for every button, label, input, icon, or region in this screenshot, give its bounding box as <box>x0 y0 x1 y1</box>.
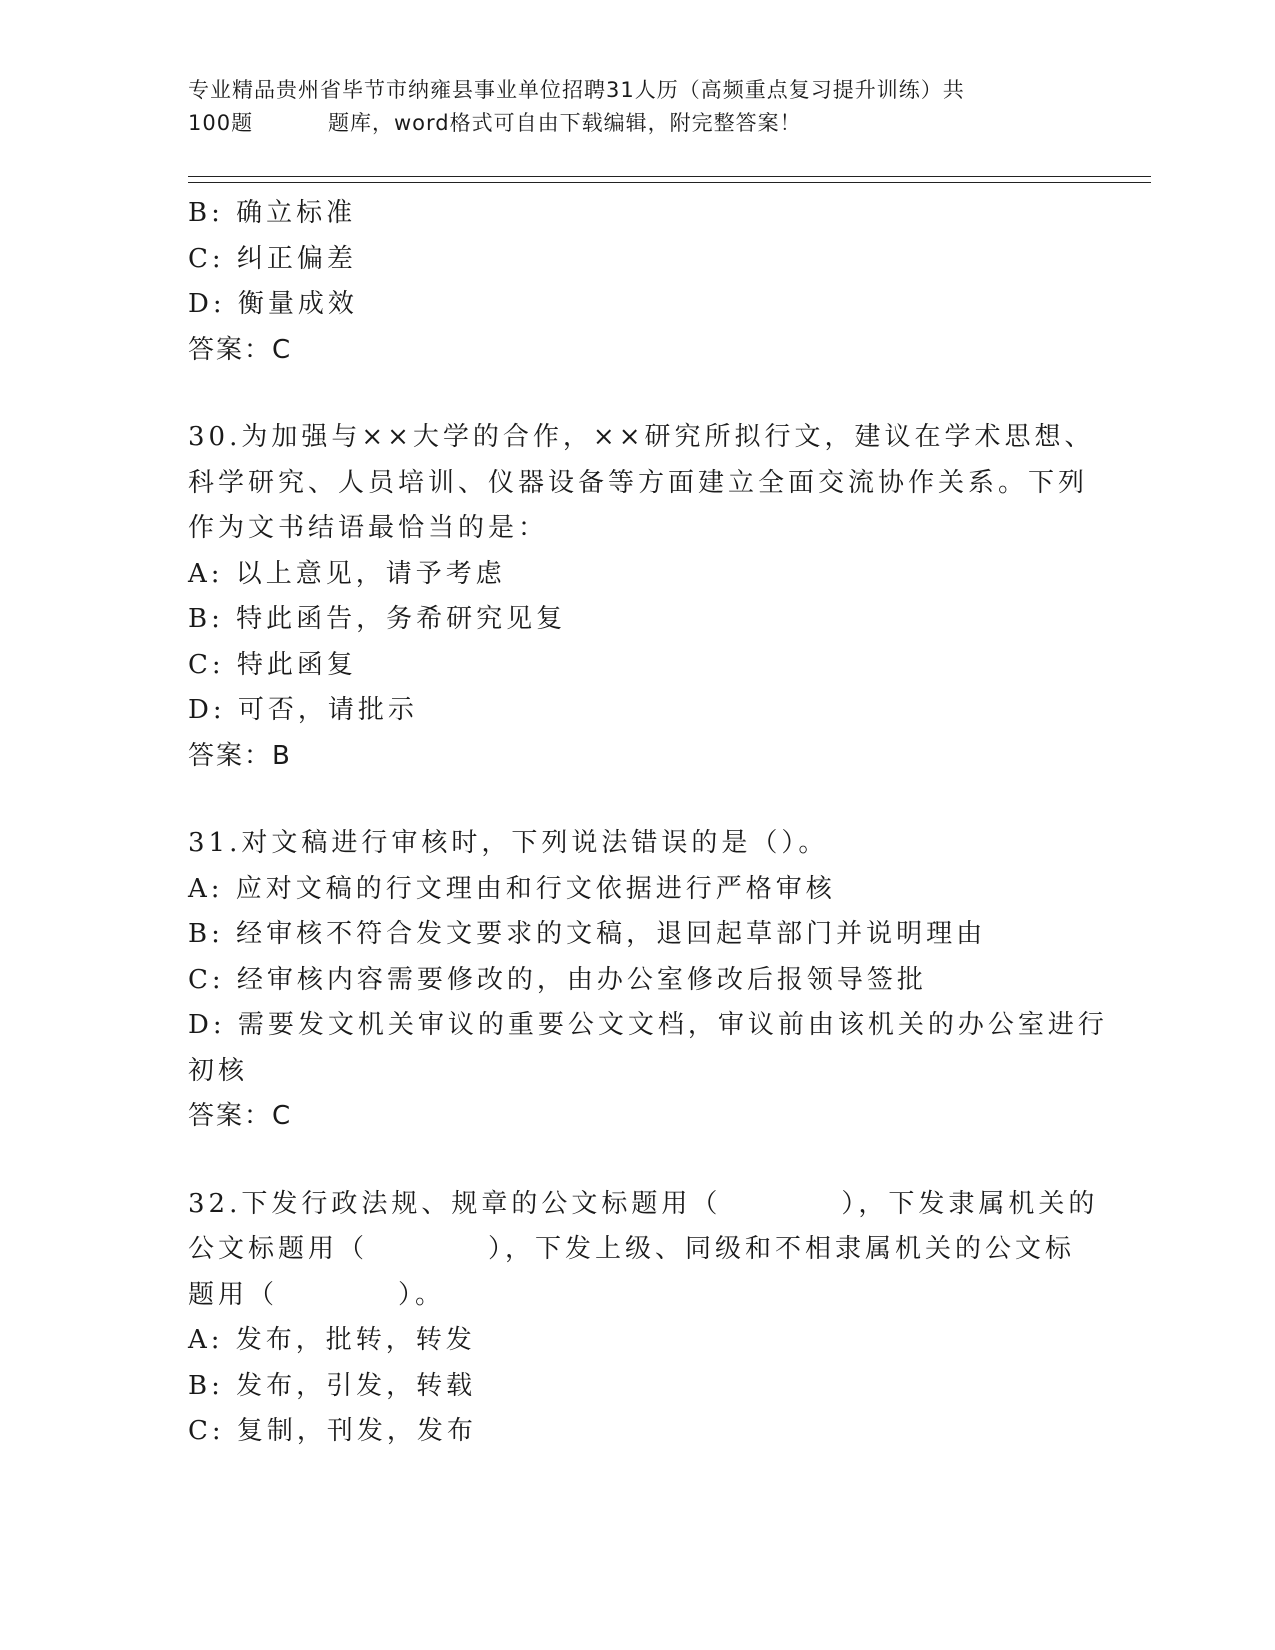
question-stem-line: 公文标题用（ ），下发上级、同级和不相隶属机关的公文标 <box>188 1234 1076 1264</box>
question-stem-line: 32.下发行政法规、规章的公文标题用（ ），下发隶属机关的 <box>188 1188 1099 1219</box>
answer-line: 答案：B <box>188 740 292 771</box>
option-c: C: 纠正偏差 <box>188 243 357 274</box>
option-a: A: 应对文稿的行文理由和行文依据进行严格审核 <box>188 873 836 904</box>
option-b: B: 确立标准 <box>188 198 357 228</box>
option-a: A: 发布，批转，转发 <box>188 1325 476 1355</box>
answer-line: 答案：C <box>188 1101 293 1131</box>
option-c: C: 经审核内容需要修改的，由办公室修改后报领导签批 <box>188 964 927 995</box>
question-stem-line: 31.对文稿进行审核时，下列说法错误的是（）。 <box>188 828 829 858</box>
header-title-line1: 专业精品贵州省毕节市纳雍县事业单位招聘31人历（高频重点复习提升训练）共 <box>188 78 965 102</box>
question-31 <box>188 821 1108 1140</box>
spacer <box>188 779 1088 821</box>
spacer <box>188 373 1088 415</box>
question-stem-line: 作为文书结语最恰当的是： <box>188 513 549 543</box>
header-description: 题库，word格式可自由下载编辑，附完整答案！ <box>328 111 802 135</box>
question-30 <box>188 415 1095 779</box>
option-d: D: 可否，请批示 <box>188 695 418 725</box>
answer-line: 答案：C <box>188 334 293 365</box>
question-stem-line: 科学研究、人员培训、仪器设备等方面建立全面交流协作关系。下列 <box>188 467 1089 498</box>
question-content <box>188 191 1108 1455</box>
question-stem-line: 30.为加强与××大学的合作，××研究所拟行文，建议在学术思想、 <box>188 422 1095 452</box>
option-b: B: 特此函告，务希研究见复 <box>188 604 567 634</box>
option-a: A: 以上意见，请予考虑 <box>188 558 506 589</box>
option-b: B: 经审核不符合发文要求的文稿，退回起草部门并说明理由 <box>188 919 987 949</box>
spacer <box>188 1140 1088 1182</box>
option-d: D: 需要发文机关审议的重要公文文档，审议前由该机关的办公室进行 <box>188 1010 1108 1040</box>
option-b: B: 发布，引发，转载 <box>188 1370 477 1401</box>
question-32 <box>188 1182 1099 1455</box>
header-title-line2 <box>188 107 1088 140</box>
option-c: C: 特此函复 <box>188 649 357 680</box>
option-d-continued: 初核 <box>188 1055 249 1086</box>
header-divider-bottom <box>188 182 1151 183</box>
option-d: D: 衡量成效 <box>188 289 358 319</box>
option-c: C: 复制，刊发，发布 <box>188 1416 477 1446</box>
header-question-count: 100题 <box>188 111 254 135</box>
page-header <box>188 74 1088 140</box>
header-divider-top <box>188 176 1151 177</box>
previous-question <box>188 191 1088 373</box>
question-stem-line: 题用（ ）。 <box>188 1279 446 1310</box>
